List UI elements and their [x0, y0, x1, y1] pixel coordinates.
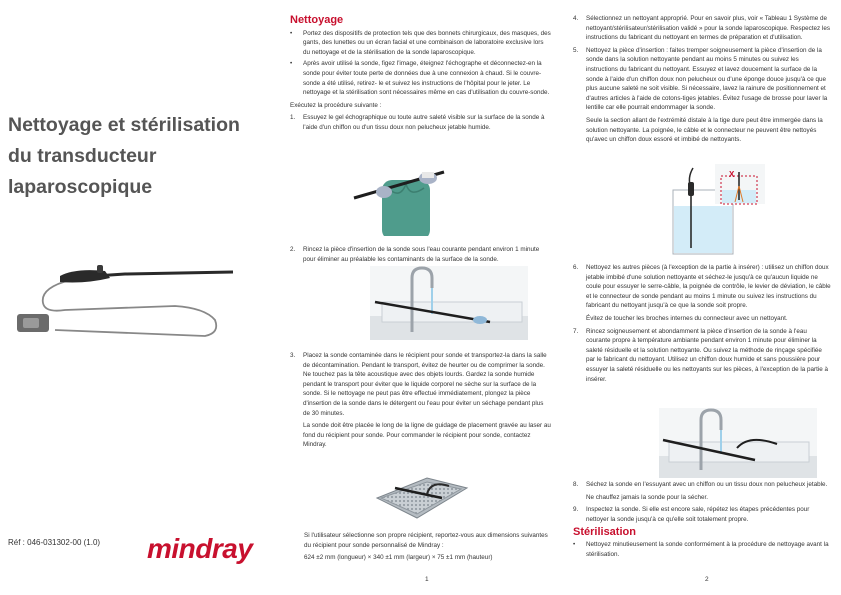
cleaning-steps-column-2 — [573, 263, 831, 384]
step-text: Inspectez la sonde. Si elle est encore sale, répétez les étapes précédentes pour nettoyer la sonde jusqu'à ce qu'elle soit totalement propre. — [586, 506, 810, 523]
step-5 — [573, 46, 831, 145]
cleaning-steps-column-3 — [573, 480, 831, 559]
mindray-logo: mindray — [147, 533, 253, 564]
step-text: Essuyez le gel échographique ou toute autre saleté visible sur la surface de la sonde à l'aide d'un chiffon ou d'un tissu doux non pelucheux jetable humide. — [303, 114, 545, 131]
step-note: Seule la section allant de l'extrémité distale à la tige dure peut être immergée dans la solution nettoyante. La poignée, le câble et le connecteur ne peuvent être nettoyés qu'avec un chiffon doux essoré et imbibé de nettoyants. — [586, 116, 823, 144]
step-text: Nettoyez les autres pièces (à l'exception de la partie à insérer) : utilisez un chiffon doux jetable imbibé d'une solution nettoyante et séchez-le jusqu'à ce qu'aucun liquide ne coule pour essuyer le serre-câble, la poignée de contrôle, le levier de déviation, le câble et le connecteur de sonde pendant au moins 1 minute ou suivez les instructions du fabricant du nettoyant jusqu'à ce que la sonde soit propre. — [586, 264, 831, 310]
step-number: 9. — [573, 506, 579, 514]
title-line-1: Nettoyage et stérilisation — [8, 114, 240, 136]
step-4 — [573, 14, 831, 43]
faucet-rinse-illustration — [370, 266, 528, 340]
probe-tray-illustration — [367, 468, 473, 526]
bullet-text: Nettoyez minutieusement la sonde conformément à la procédure de nettoyage avant la stérilisation. — [586, 540, 829, 558]
step-text: Nettoyez la pièce d'insertion : faites tremper soigneusement la pièce d'insertion de la sonde dans la solution nettoyante pendant au moins 5 minutes ou suivez les instructions du fabricant du nettoyant. Essuyez et lavez doucement la surface de la sonde à l'aide d'un chiffon doux non pelucheux ou d'une éponge douce jusqu'à ce que plus aucune saleté ne soit visible. Si nécessaire, lavez la rainure de positionnement et d'autres articles à l'aide de cotons-tiges jetables. Évitez l'usage de brosse pour laver la lentille car elle pourrait endommager la sonde. — [586, 46, 828, 112]
step-2 — [290, 245, 552, 264]
step-number: 6. — [573, 264, 579, 271]
cleaning-column — [290, 16, 552, 133]
step-note: La sonde doit être placée le long de la ligne de guidage de placement gravée au laser au fond du récipient pour sonde. Pour commander le récipient pour sonde, contactez Mindray. — [303, 422, 551, 449]
procedure-intro: Exécutez la procédure suivante : — [290, 101, 382, 109]
page-number-2: 2 — [705, 576, 709, 583]
bullet-text: Après avoir utilisé la sonde, figez l'image, éteignez l'échographe et déconnectez-en la sonde pour éviter toute perte de données due à une connexion à chaud. Si le couvre-sonde a été utilisé, retirez- le et suivez les instructions de l'hôpital pour le jeter. Le nettoyage et la stérilisation sont nécessaires même en cas d'utilisation du couvre-sonde. — [303, 60, 550, 97]
step-text: Rincez soigneusement et abondamment la pièce d'insertion de la sonde à l'eau courante propre à température ambiante pendant environ 1 minute pour éliminer la saleté résiduelle et la solution nettoyante. Ou suivez la méthode de rinçage spécifiée par le fabricant du nettoyant. Utilisez un chiffon doux humide et sans poussière pour essuyer la saleté résiduelle ou les nettoyants sur les pièces, à l'exception de la partie à insérer. — [586, 327, 829, 383]
step-number: 4. — [573, 15, 579, 22]
step-9 — [573, 505, 831, 524]
container-note: Si l'utilisateur sélectionne son propre récipient, reportez-vous aux dimensions suivantes du récipient pour sonde personnalisé de Mindray : — [304, 532, 548, 549]
cleaning-steps-column — [573, 14, 831, 145]
step-number: 2. — [290, 246, 296, 253]
bullet-text: Portez des dispositifs de protection tels que des bonnets chirurgicaux, des masques, des gants, des lunettes ou un écran facial et une combinaison de laboratoire exclusive lors du nettoyage et de la stérilisation de la sonde laparoscopique. — [303, 29, 551, 56]
container-dims: 624 ±2 mm (longueur) × 340 ±1 mm (largeur) × 75 ±1 mm (hauteur) — [304, 554, 493, 562]
step-7 — [573, 327, 831, 385]
step-text: Placez la sonde contaminée dans le récipient pour sonde et transportez-la dans la salle de décontamination. Pendant le transport, évitez de heurter ou de comprimer la sonde. Ne touchez pas la tête acoustique avec des objets lourds. Gardez la sonde humide pendant le transport pour éviter que le liquide corporel ne sèche sur la surface de la sonde. Si le nettoyage ne peut pas être effectué immédiatement, plongez la pièce d'insertion de la sonde dans le détergent ou l'eau pour éviter un séchage pendant plus de 30 minutes. — [303, 352, 547, 417]
list-item — [290, 59, 552, 97]
step-number: 8. — [573, 481, 579, 488]
step-number: 5. — [573, 46, 579, 54]
container-dimensions — [304, 531, 552, 563]
step-text: Rincez la pièce d'insertion de la sonde sous l'eau courante pendant environ 1 minute pour éliminer au préalable les contaminants de la surface de la sonde. — [303, 246, 540, 263]
step-number: 1. — [290, 114, 296, 122]
probe-illustration — [15, 258, 240, 343]
soak-container-illustration — [665, 164, 766, 256]
step-1 — [290, 113, 552, 132]
step-6 — [573, 263, 831, 324]
step-8 — [573, 480, 831, 502]
step-number: 3. — [290, 352, 296, 359]
step-text: Sélectionnez un nettoyant approprié. Pour en savoir plus, voir « Tableau 1 Système de nettoyant/stérilisateur/stérilisation validé » pour la sonde laparoscopique. Respectez les instructions du fabricant du nettoyant en termes de préparation et d'utilisation. — [586, 15, 830, 42]
list-item — [290, 29, 552, 58]
bullet-dot-icon: • — [573, 540, 576, 548]
title-line-3: laparoscopique — [8, 176, 153, 198]
step-3 — [290, 351, 552, 450]
title-line-2: du transducteur — [8, 145, 157, 167]
section-heading-cleaning: Nettoyage — [290, 14, 344, 26]
section-heading-sterilization: Stérilisation — [573, 526, 636, 539]
faucet-rinse-illustration-2 — [659, 408, 817, 478]
wrong-mark-icon: X — [729, 170, 735, 179]
bullet-dot-icon: • — [290, 29, 293, 37]
document-title — [8, 110, 268, 203]
step-note: Évitez de toucher les broches internes du connecteur avec un nettoyant. — [586, 314, 788, 322]
step-text: Séchez la sonde en l'essuyant avec un chiffon ou un tissu doux non pelucheux jetable. — [586, 481, 828, 488]
wipe-probe-illustration — [344, 160, 456, 236]
page-number-1: 1 — [425, 576, 429, 583]
reference-number: Réf : 046-031302-00 (1.0) — [8, 538, 101, 547]
step-note: Ne chauffez jamais la sonde pour la sécher. — [586, 493, 709, 501]
list-item — [573, 540, 831, 559]
step-number: 7. — [573, 327, 579, 335]
bullet-dot-icon: • — [290, 60, 293, 68]
